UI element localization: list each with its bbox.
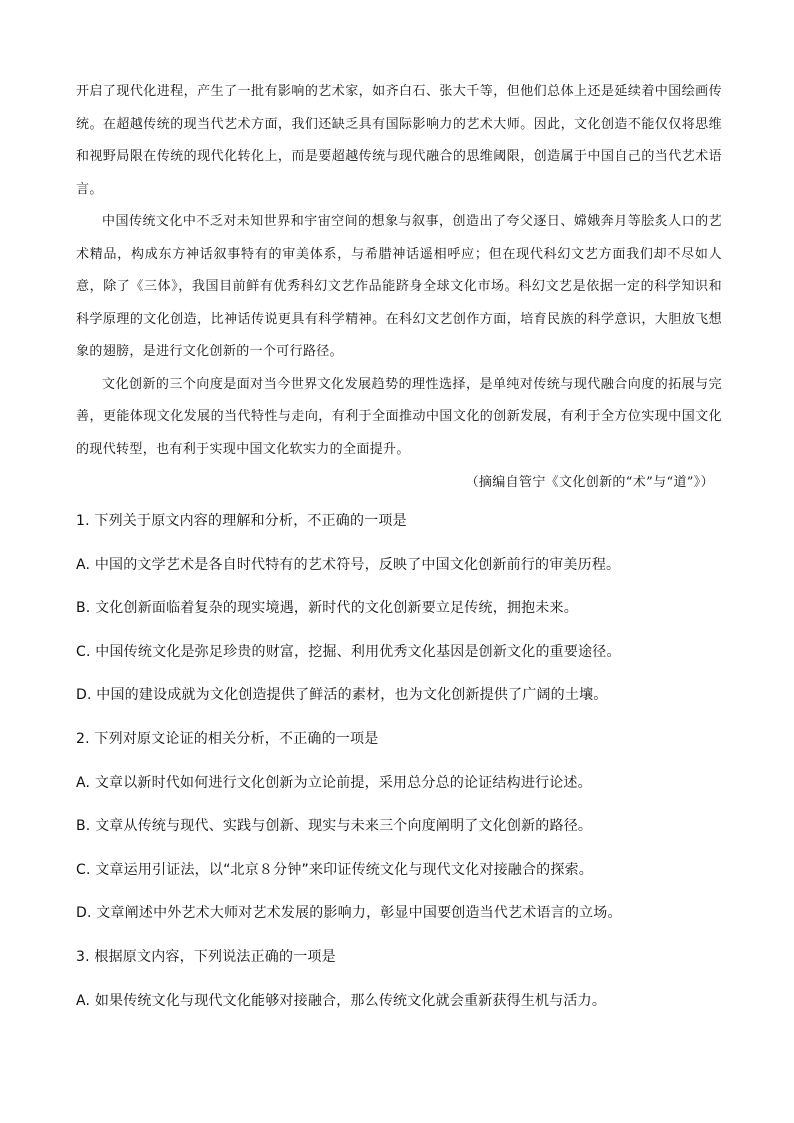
question-stem: 3. 根据原文内容，下列说法正确的一项是 <box>76 948 336 965</box>
passage-paragraph: 中国传统文化中不乏对未知世界和宇宙空间的想象与叙事，创造出了夸父逐日、嫦娥奔月等脍炙人口的艺术精品，构成东方神话叙事特有的审美体系，与希腊神话遥相呼应；但在现代科幻文艺方面我们却不尽如人意，除了《三体》，我国目前鲜有优秀科幻文艺作品能跻身全球文化市场。科幻文艺是依据一定的科学知识和科学原理的文化创造，比神话传说更具有科学精神。在科幻文艺创作方面，培育民族的科学意识，大胆放飞想象的翅膀，是进行文化创新的一个可行路径。 <box>76 214 722 359</box>
passage-paragraph: 开启了现代化进程，产生了一批有影响的艺术家，如齐白石、张大千等，但他们总体上还是延续着中国绘画传统。在超越传统的现当代艺术方面，我们还缺乏具有国际影响力的艺术大师。因此，文化创造不能仅仅将思维和视野局限在传统的现代化转化上，而是要超越传统与现代融合的思维阈限，创造属于中国自己的当代艺术语言。 <box>76 84 722 197</box>
question-stem: 1. 下列关于原文内容的理解和分析，不正确的一项是 <box>76 513 407 529</box>
question-stem: 2. 下列对原文论证的相关分析，不正确的一项是 <box>76 730 379 747</box>
answer-option: C. 中国传统文化是弥足珍贵的财富，挖掘、利用优秀文化基因是创新文化的重要途径。 <box>76 643 621 660</box>
answer-option: C. 文章运用引证法，以“北京８分钟”来印证传统文化与现代文化对接融合的探索。 <box>76 861 593 878</box>
passage-paragraph: 文化创新的三个向度是面对当今世界文化发展趋势的理性选择，是单纯对传统与现代融合向度的拓展与完善，更能体现文化发展的当代特性与走向，有利于全面推动中国文化的创新发展，有利于全方位实现中国文化的现代转型，也有利于实现中国文化软实力的全面提升。 <box>76 376 722 457</box>
question-list <box>76 506 736 1029</box>
answer-option: B. 文化创新面临着复杂的现实境遇，新时代的文化创新要立足传统，拥抱未来。 <box>76 600 578 617</box>
answer-option: B. 文章从传统与现代、实践与创新、现实与未来三个向度阐明了文化创新的路径。 <box>76 818 593 835</box>
answer-option: A. 中国的文学艺术是各自时代特有的艺术符号，反映了中国文化创新前行的审美历程。 <box>76 556 621 573</box>
answer-option: D. 中国的建设成就为文化创造提供了鲜活的素材，也为文化创新提供了广阔的土壤。 <box>76 687 608 704</box>
passage-source: （摘编自管宁《文化创新的“术”与“道”》） <box>465 475 714 490</box>
answer-option: D. 文章阐述中外艺术大师对艺术发展的影响力，彰显中国要创造当代艺术语言的立场。 <box>76 905 622 922</box>
answer-option: A. 文章以新时代如何进行文化创新为立论前提，采用总分总的论证结构进行论述。 <box>76 774 592 791</box>
reading-passage <box>76 76 722 500</box>
answer-option: A. 如果传统文化与现代文化能够对接融合，那么传统文化就会重新获得生机与活力。 <box>76 992 607 1009</box>
